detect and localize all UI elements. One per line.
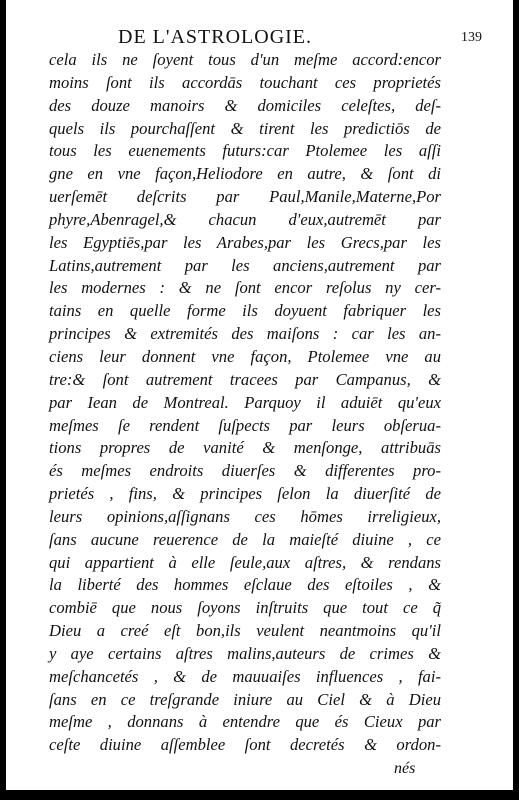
text-line: des douze manoirs & domiciles celeſtes, deſ- — [49, 95, 441, 115]
text-line: quels ils pourchaſſent & tirent les predictiōs de — [49, 118, 441, 138]
text-line: phyre,Abenragel,& chacun d'eux,autremēt par — [49, 209, 441, 229]
running-title: DE L'ASTROLOGIE. — [118, 26, 313, 48]
text-line: cela ils ne ſoyent tous d'un meſme accord:encor — [49, 50, 441, 69]
text-line: leurs opinions,aſſignans ces hōmes irreligieux, — [49, 506, 441, 526]
text-line: par Iean de Montreal. Parquoy il aduiēt qu'eux — [49, 392, 441, 412]
body-text — [49, 49, 441, 757]
text-line: moins ſont ils accordās touchant ces proprietés — [49, 72, 441, 92]
text-line: les Egyptiēs,par les Arabes,par les Grecs,par les — [49, 232, 441, 252]
page-number: 139 — [461, 30, 482, 45]
text-line: y aye certains aſtres malins,auteurs de crimes & — [49, 643, 441, 663]
text-line: tains en quelle forme ils doyuent fabriquer les — [49, 301, 441, 321]
text-line: gne en vne façon,Heliodore en autre, & ſont di — [49, 164, 441, 184]
text-line: uerſemēt deſcrits par Paul,Manile,Materne,Por — [49, 187, 441, 207]
text-line: meſme , donnans à entendre que és Cieux par — [49, 712, 441, 732]
text-line: tre:& ſont autrement tracees par Campanus, & — [49, 369, 441, 389]
text-line: tous les euenements futurs:car Ptolemee les aſſi — [49, 141, 441, 161]
text-line: prietés , fins, & principes ſelon la diuerſité de — [49, 484, 441, 504]
text-line: ceſte diuine aſſemblee ſont decretés & ordon- — [49, 735, 441, 755]
text-line: ciens leur donnent vne façon, Ptolemee vne au — [49, 346, 441, 366]
scan-border-bottom — [0, 790, 519, 800]
catchword: nés — [394, 760, 416, 777]
text-line: les modernes : & ne ſont encor reſolus ny cer- — [49, 278, 441, 298]
text-line: és meſmes endroits diuerſes & differentes pro- — [49, 461, 441, 481]
text-line: combiē que nous ſoyons inſtruits que tout ce q̃ — [49, 598, 441, 618]
text-line: principes & extremités des maiſons : car les an- — [49, 324, 441, 344]
text-line: ſans aucune reuerence de la maieſté diuine , ce — [49, 529, 441, 549]
text-line: Latins,autrement par les anciens,autrement par — [49, 255, 441, 275]
text-line: la liberté des hommes eſclaue des eſtoiles , & — [49, 575, 441, 595]
text-line: meſchancetés , & de mauuaiſes influences , fai- — [49, 666, 441, 686]
text-line: tions propres de vanité & menſonge, attribuās — [49, 438, 441, 458]
text-line: qui appartient à elle ſeule,aux aſtres, & rendans — [49, 552, 441, 572]
text-line: meſmes ſe rendent ſuſpects par leurs obſerua- — [49, 415, 441, 435]
text-line: Dieu a creé eſt bon,ils veulent neantmoins qu'il — [49, 621, 441, 641]
text-line: ſans en ce treſgrande iniure au Ciel & à Dieu — [49, 689, 441, 709]
